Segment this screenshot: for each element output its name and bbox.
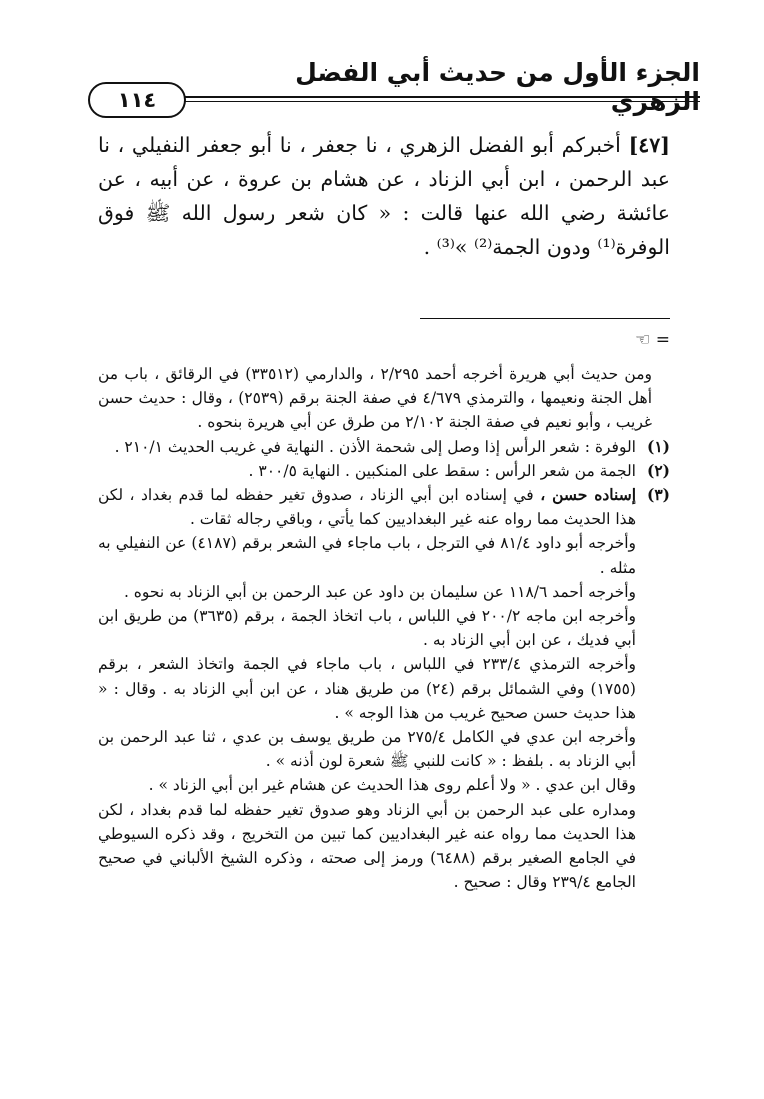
footnote-separator <box>420 318 670 319</box>
page-header <box>88 52 700 114</box>
continuation-marker: = ☜ <box>635 330 670 350</box>
footnote-body: في إسناده ابن أبي الزناد ، صدوق تغير حفظه لما قدم بغداد ، لكن هذا الحديث مما رواه عنه غير البغداديين كما يأتي ، وباقي رجاله ثقات . <box>98 486 636 529</box>
footnote-text: الوفرة : شعر الرأس إذا وصل إلى شحمة الأذن . النهاية في غريب الحديث ٢١٠/١ . <box>114 437 636 456</box>
footnote-paragraph: وأخرجه ابن عدي في الكامل ٢٧٥/٤ من طريق يوسف بن عدي ، ثنا عبد الرحمن بن أبي الزناد به . بلفظ : « كانت للنبي ﷺ شعرة لون أذنه » . <box>98 728 636 771</box>
footnote-paragraph: وأخرجه ابن ماجه ٢٠٠/٢ في اللباس ، باب اتخاذ الجمة ، برقم (٣٦٣٥) من طريق ابن أبي فديك ، عن ابن أبي الزناد به . <box>98 607 636 650</box>
running-title: الجزء الأول من حديث أبي الفضل <box>295 58 700 87</box>
footnote-number: (٢) <box>646 460 670 480</box>
footnote-paragraph: وأخرجه أحمد ١١٨/٦ عن سليمان بن داود عن عبد الرحمن بن أبي الزناد به نحوه . <box>123 582 636 601</box>
footnote-1 <box>98 435 670 459</box>
header-rule-thin <box>168 101 700 102</box>
footnote-text <box>98 483 636 531</box>
footnote-text: الجمة من شعر الرأس : سقط على المنكبين . النهاية ٣٠٠/٥ . <box>248 461 636 480</box>
header-rule <box>168 96 700 98</box>
footnotes <box>98 362 670 894</box>
footnote-continuation: ومن حديث أبي هريرة أخرجه أحمد ٢/٢٩٥ ، والدارمي (٣٣٥١٢) في الرقائق ، باب من أهل الجنة ونعيمها ، والترمذي ٤/٦٧٩ في صفة الجنة برقم (٢٥٣٩) ، وقال : حديث حسن غريب ، وأبو نعيم في صفة الجنة ٢/١٠٢ من طرق عن أبي هريرة بنحوه . <box>98 365 653 432</box>
footnote-paragraph: وأخرجه الترمذي ٢٣٣/٤ في اللباس ، باب ماجاء في الجمة واتخاذ الشعر ، برقم (١٧٥٥) وفي الشمائل برقم (٢٤) من طريق هناد ، عن ابن أبي الزناد به . وقال : « هذا حديث حسن صحيح غريب من هذا الوجه » . <box>98 655 637 722</box>
footnote-3 <box>98 483 670 531</box>
footnote-number: (٣) <box>646 485 670 505</box>
hadith-text: أخبركم أبو الفضل الزهري ، نا جعفر ، نا أبو جعفر النفيلي ، نا عبد الرحمن ، ابن أبي الزناد ، عن هشام بن عروة ، عن أبيه ، عن عائشة رضي الله عنها قالت : « كان شعر رسول الله ﷺ فوق الوفرة⁽¹⁾ ودون الجمة⁽²⁾ »⁽³⁾ . <box>98 133 670 259</box>
footnote-grade: إسناده حسن ، <box>540 485 636 505</box>
footnote-number: (١) <box>646 436 670 456</box>
hadith-body <box>98 128 670 264</box>
footnote-2 <box>98 459 670 483</box>
footnote-paragraph: وقال ابن عدي . « ولا أعلم روى هذا الحديث عن هشام غير ابن أبي الزناد » . <box>148 776 636 795</box>
page-number: ١١٤ <box>88 82 186 118</box>
footnote-paragraph: وأخرجه أبو داود ٨١/٤ في الترجل ، باب ماجاء في الشعر برقم (٤١٨٧) عن النفيلي به مثله . <box>98 534 636 577</box>
footnote-paragraph: ومداره على عبد الرحمن بن أبي الزناد وهو صدوق تغير حفظه لما قدم بغداد ، لكن هذا الحديث مما رواه عنه غير البغداديين كما تبين من التخريج ، وقد ذكره السيوطي في الجامع الصغير برقم (٦٤٨٨) ورمز إلى صحته ، وذكره الشيخ الألباني في صحيح الجامع ٢٣٩/٤ وقال : صحيح . <box>98 800 636 892</box>
hadith-number: [٤٧] <box>628 133 670 157</box>
